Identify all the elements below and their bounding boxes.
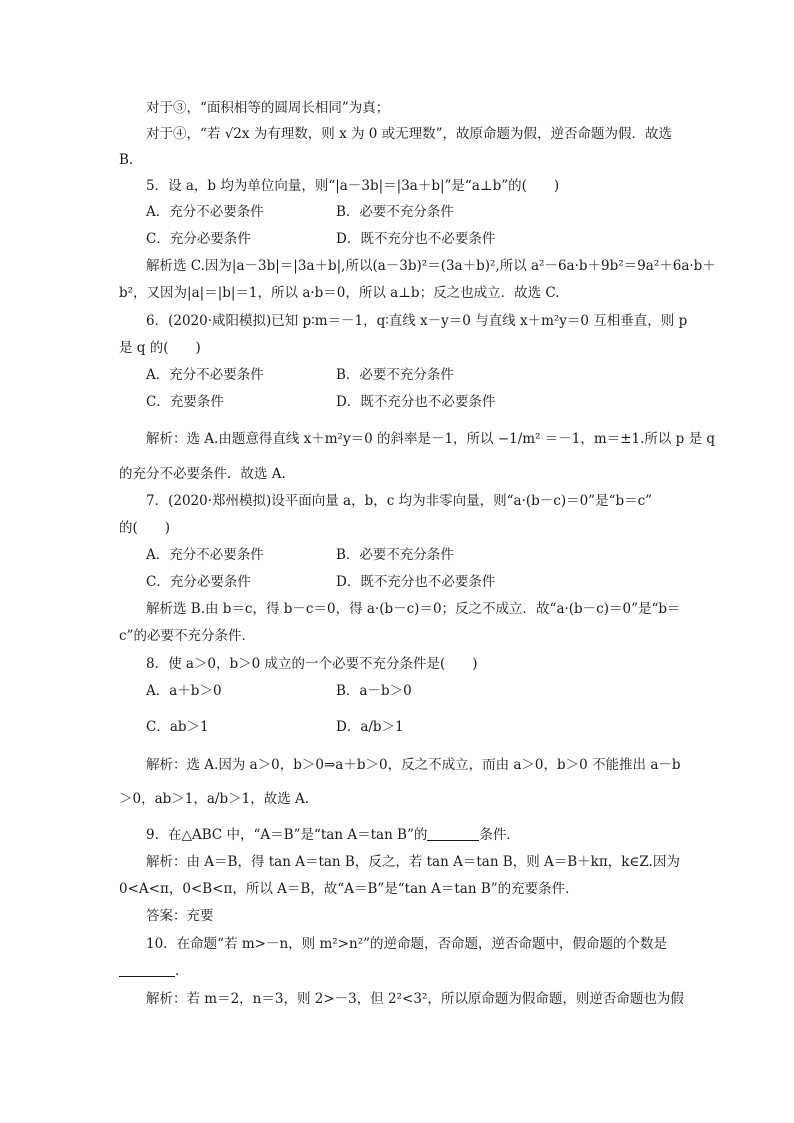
solution-line: c”的必要不充分条件． — [119, 628, 255, 644]
question-10: 10．在命题“若 m>－n，则 m²>n²”的逆命题，否命题，逆否命题中，假命题的个数是 — [146, 936, 668, 952]
solution-line: 的充分不必要条件．故选 A. — [119, 466, 286, 482]
question-6: 6．(2020·咸阳模拟)已知 p∶m＝－1，q∶直线 x－y＝0 与直线 x＋m²y＝0 互相垂直，则 p — [146, 313, 688, 329]
text-line: 对于③，“面积相等的圆周长相同”为真； — [146, 100, 390, 116]
solution-line: b²，又因为|a|＝|b|＝1，所以 a·b＝0，所以 a⊥b；反之也成立．故选 C. — [119, 285, 560, 301]
option-a: A．充分不必要条件 — [146, 367, 264, 383]
option-d: D．既不充分也不必要条件 — [336, 231, 496, 247]
option-b: B．必要不充分条件 — [336, 547, 454, 563]
question-text: 条件． — [479, 827, 520, 843]
question-5: 5．设 a，b 均为单位向量，则“|a－3b|＝|3a＋b|”是“a⊥b”的( ) — [146, 178, 560, 194]
option-d: D．a/b＞1 — [336, 719, 404, 735]
solution-line: 解析：由 A＝B，得 tan A＝tan B，反之，若 tan A＝tan B，则 A＝B＋kπ，k∈Z.因为 — [146, 854, 680, 870]
option-b: B．必要不充分条件 — [336, 367, 454, 383]
option-c: C．充分必要条件 — [146, 574, 251, 590]
question-7-cont: 的( ) — [119, 520, 171, 536]
question-7: 7．(2020·郑州模拟)设平面向量 a，b，c 均为非零向量，则“a·(b－c)＝0”是“b＝c” — [146, 493, 653, 509]
question-9 — [0, 826, 794, 844]
question-6-cont: 是 q 的( ) — [119, 340, 201, 356]
solution-line: 解析：选 A.因为 a＞0，b＞0⇒a＋b＞0，反之不成立，而由 a＞0，b＞0 不能推出 a－b — [146, 757, 681, 773]
option-d: D．既不充分也不必要条件 — [336, 394, 496, 410]
answer-blank — [119, 962, 175, 977]
solution-line: 解析：选 A.由题意得直线 x＋m²y＝0 的斜率是－1，所以 −1/m² ＝－1，m＝±1.所以 p 是 q — [146, 431, 716, 447]
option-a: A．充分不必要条件 — [146, 204, 264, 220]
option-c: C．ab＞1 — [146, 719, 209, 735]
option-c: C．充要条件 — [146, 394, 224, 410]
option-b: B．必要不充分条件 — [336, 204, 454, 220]
question-8: 8．使 a＞0，b＞0 成立的一个必要不充分条件是( ) — [146, 656, 478, 672]
option-a: A．a＋b＞0 — [146, 683, 222, 699]
option-d: D．既不充分也不必要条件 — [336, 574, 496, 590]
text-line: B. — [119, 152, 134, 168]
solution-line: 解析选 B.由 b＝c，得 b－c＝0，得 a·(b－c)＝0；反之不成立．故“a·(b－c)＝0”是“b＝ — [146, 601, 681, 617]
question-10-cont — [0, 962, 794, 980]
solution-line: ＞0，ab＞1，a/b＞1，故选 A. — [119, 791, 310, 807]
option-b: B．a－b＞0 — [336, 683, 412, 699]
solution-line: 0<A<π，0<B<π，所以 A＝B，故“A＝B”是“tan A＝tan B”的充要条件． — [119, 881, 579, 897]
question-text: 9．在△ABC 中，“A＝B”是“tan A＝tan B”的 — [146, 827, 428, 843]
solution-line: 解析：若 m＝2，n＝3，则 2>－3，但 2²<3²，所以原命题为假命题，则逆否命题也为假 — [146, 991, 684, 1007]
answer-blank — [427, 826, 479, 841]
question-text: ． — [175, 963, 189, 979]
text-line: 对于④，“若 √2x 为有理数，则 x 为 0 或无理数”，故原命题为假，逆否命题为假．故选 — [146, 126, 673, 142]
option-a: A．充分不必要条件 — [146, 547, 264, 563]
option-c: C．充分必要条件 — [146, 231, 251, 247]
answer-line: 答案：充要 — [146, 908, 214, 924]
solution-line: 解析选 C.因为|a－3b|＝|3a＋b|,所以(a－3b)²＝(3a＋b)²,所以 a²－6a·b＋9b²＝9a²＋6a·b＋ — [146, 258, 716, 274]
